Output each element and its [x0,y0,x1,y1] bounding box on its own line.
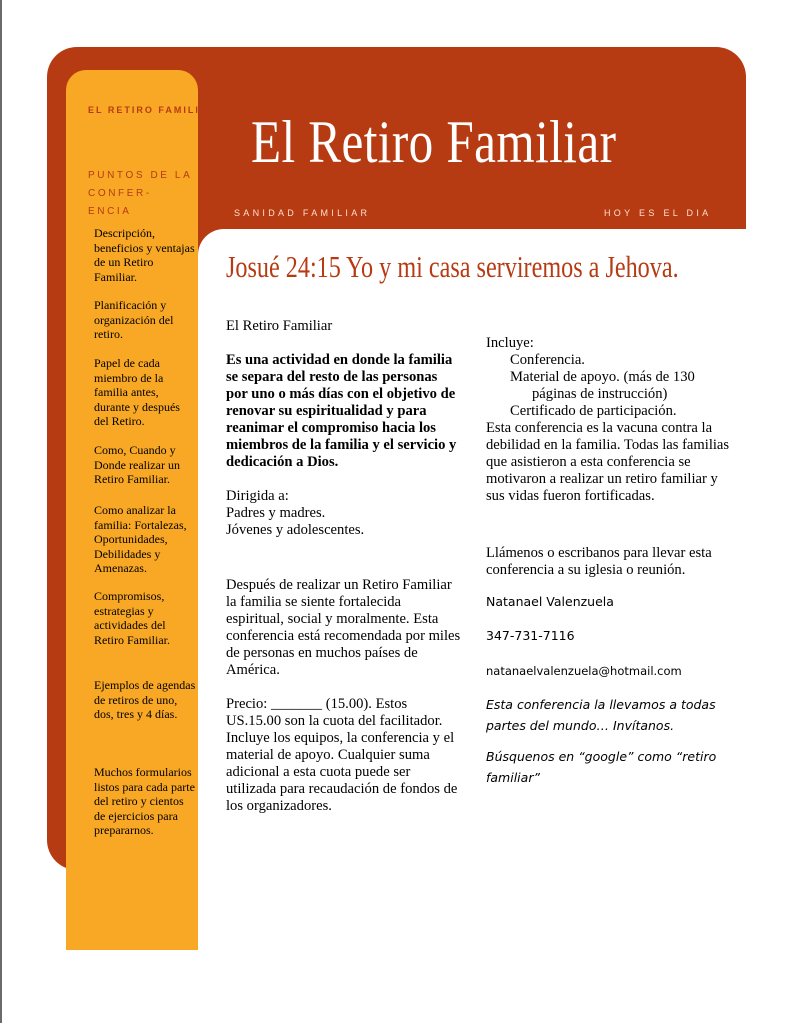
list-item: Descripción, beneficios y ventajas de un Retiro Familiar. [94,226,195,284]
google-text: Búsquenos en “google” como “retiro familiar” [486,749,717,785]
incluye-label: Incluye: [486,335,534,351]
llamenos-text: Llámenos o escribanos para llevar esta conferencia a su iglesia o reunión. [486,545,712,578]
incluye-item: Certificado de participación. [510,403,677,419]
incluye-item: Material de apoyo. (más de 130 [510,369,695,385]
masthead-tag-left: SANIDAD FAMILIAR [234,208,371,218]
incluye-item-cont: páginas de instrucción) [532,386,668,402]
description-bold: Es una actividad en donde la familia se separa del resto de las personas por uno o más días con el objetivo de renovar su espiritualidad y para reanimar el compromiso hacia los miembros de la familia y el servicio y dedicación a Dios. [226,352,457,470]
list-item: Como analizar la familia: Fortalezas, Oportunidades, Debilidades y Amenazas. [94,503,187,575]
contact-email[interactable]: natanaelvalenzuela@hotmail.com [486,664,682,678]
contact-phone: 347-731-7116 [486,628,575,643]
despues-text: Después de realizar un Retiro Familiar la familia se siente fortalecida espiritual, social y moralmente. Esta conferencia está recomendada por miles de personas en muchos países de América. [226,577,461,678]
right-column [486,335,734,788]
list-item: Papel de cada miembro de la familia antes, durante y después del Retiro. [94,356,180,428]
dirigida-label: Dirigida a: [226,488,289,504]
left-column [226,318,461,815]
page-edge [0,0,2,1023]
list-item: Planificación y organización del retiro. [94,298,174,341]
dirigida-item: Jóvenes y adolescentes. [226,522,365,538]
masthead-title: El Retiro Familiar [251,109,617,175]
vacuna-text: Esta conferencia es la vacuna contra la debilidad en la familia. Todas las familias que asistieron a esta conferencia se motivaron a realizar un retiro familiar y sus vidas fueron fortificadas. [486,420,730,504]
verse-heading: Josué 24:15 Yo y mi casa serviremos a Jehova. [226,249,679,284]
list-item: Compromisos, estrategias y actividades del Retiro Familiar. [94,589,170,647]
contact-name: Natanael Valenzuela [486,594,614,609]
list-item: Ejemplos de agendas de retiros de uno, dos, tres y 4 días. [94,678,196,721]
sidebar-top-label: EL RETIRO FAMILIAR [88,105,217,115]
list-item: Como, Cuando y Donde realizar un Retiro Familiar. [94,443,180,486]
list-item: Muchos formularios listos para cada parte del retiro y cientos de ejercicios para prepararnos. [94,765,195,837]
mundo-text: Esta conferencia la llevamos a todas partes del mundo… Invítanos. [486,697,716,733]
masthead-tag-right: HOY ES EL DIA [604,208,712,218]
precio-text: Precio: _______ (15.00). Estos US.15.00 son la cuota del facilitador. Incluye los equipos, la conferencia y el material de apoyo. Cualquier suma adicional a esta cuota puede ser utilizada para recaudación de fondos de los organizadores. [226,696,458,814]
intro-text: El Retiro Familiar [226,318,333,334]
dirigida-item: Padres y madres. [226,505,326,521]
sidebar-list [94,226,196,838]
sidebar-heading: PUNTOS DE LA CONFER-ENCIA [88,170,192,217]
incluye-item: Conferencia. [510,352,585,368]
